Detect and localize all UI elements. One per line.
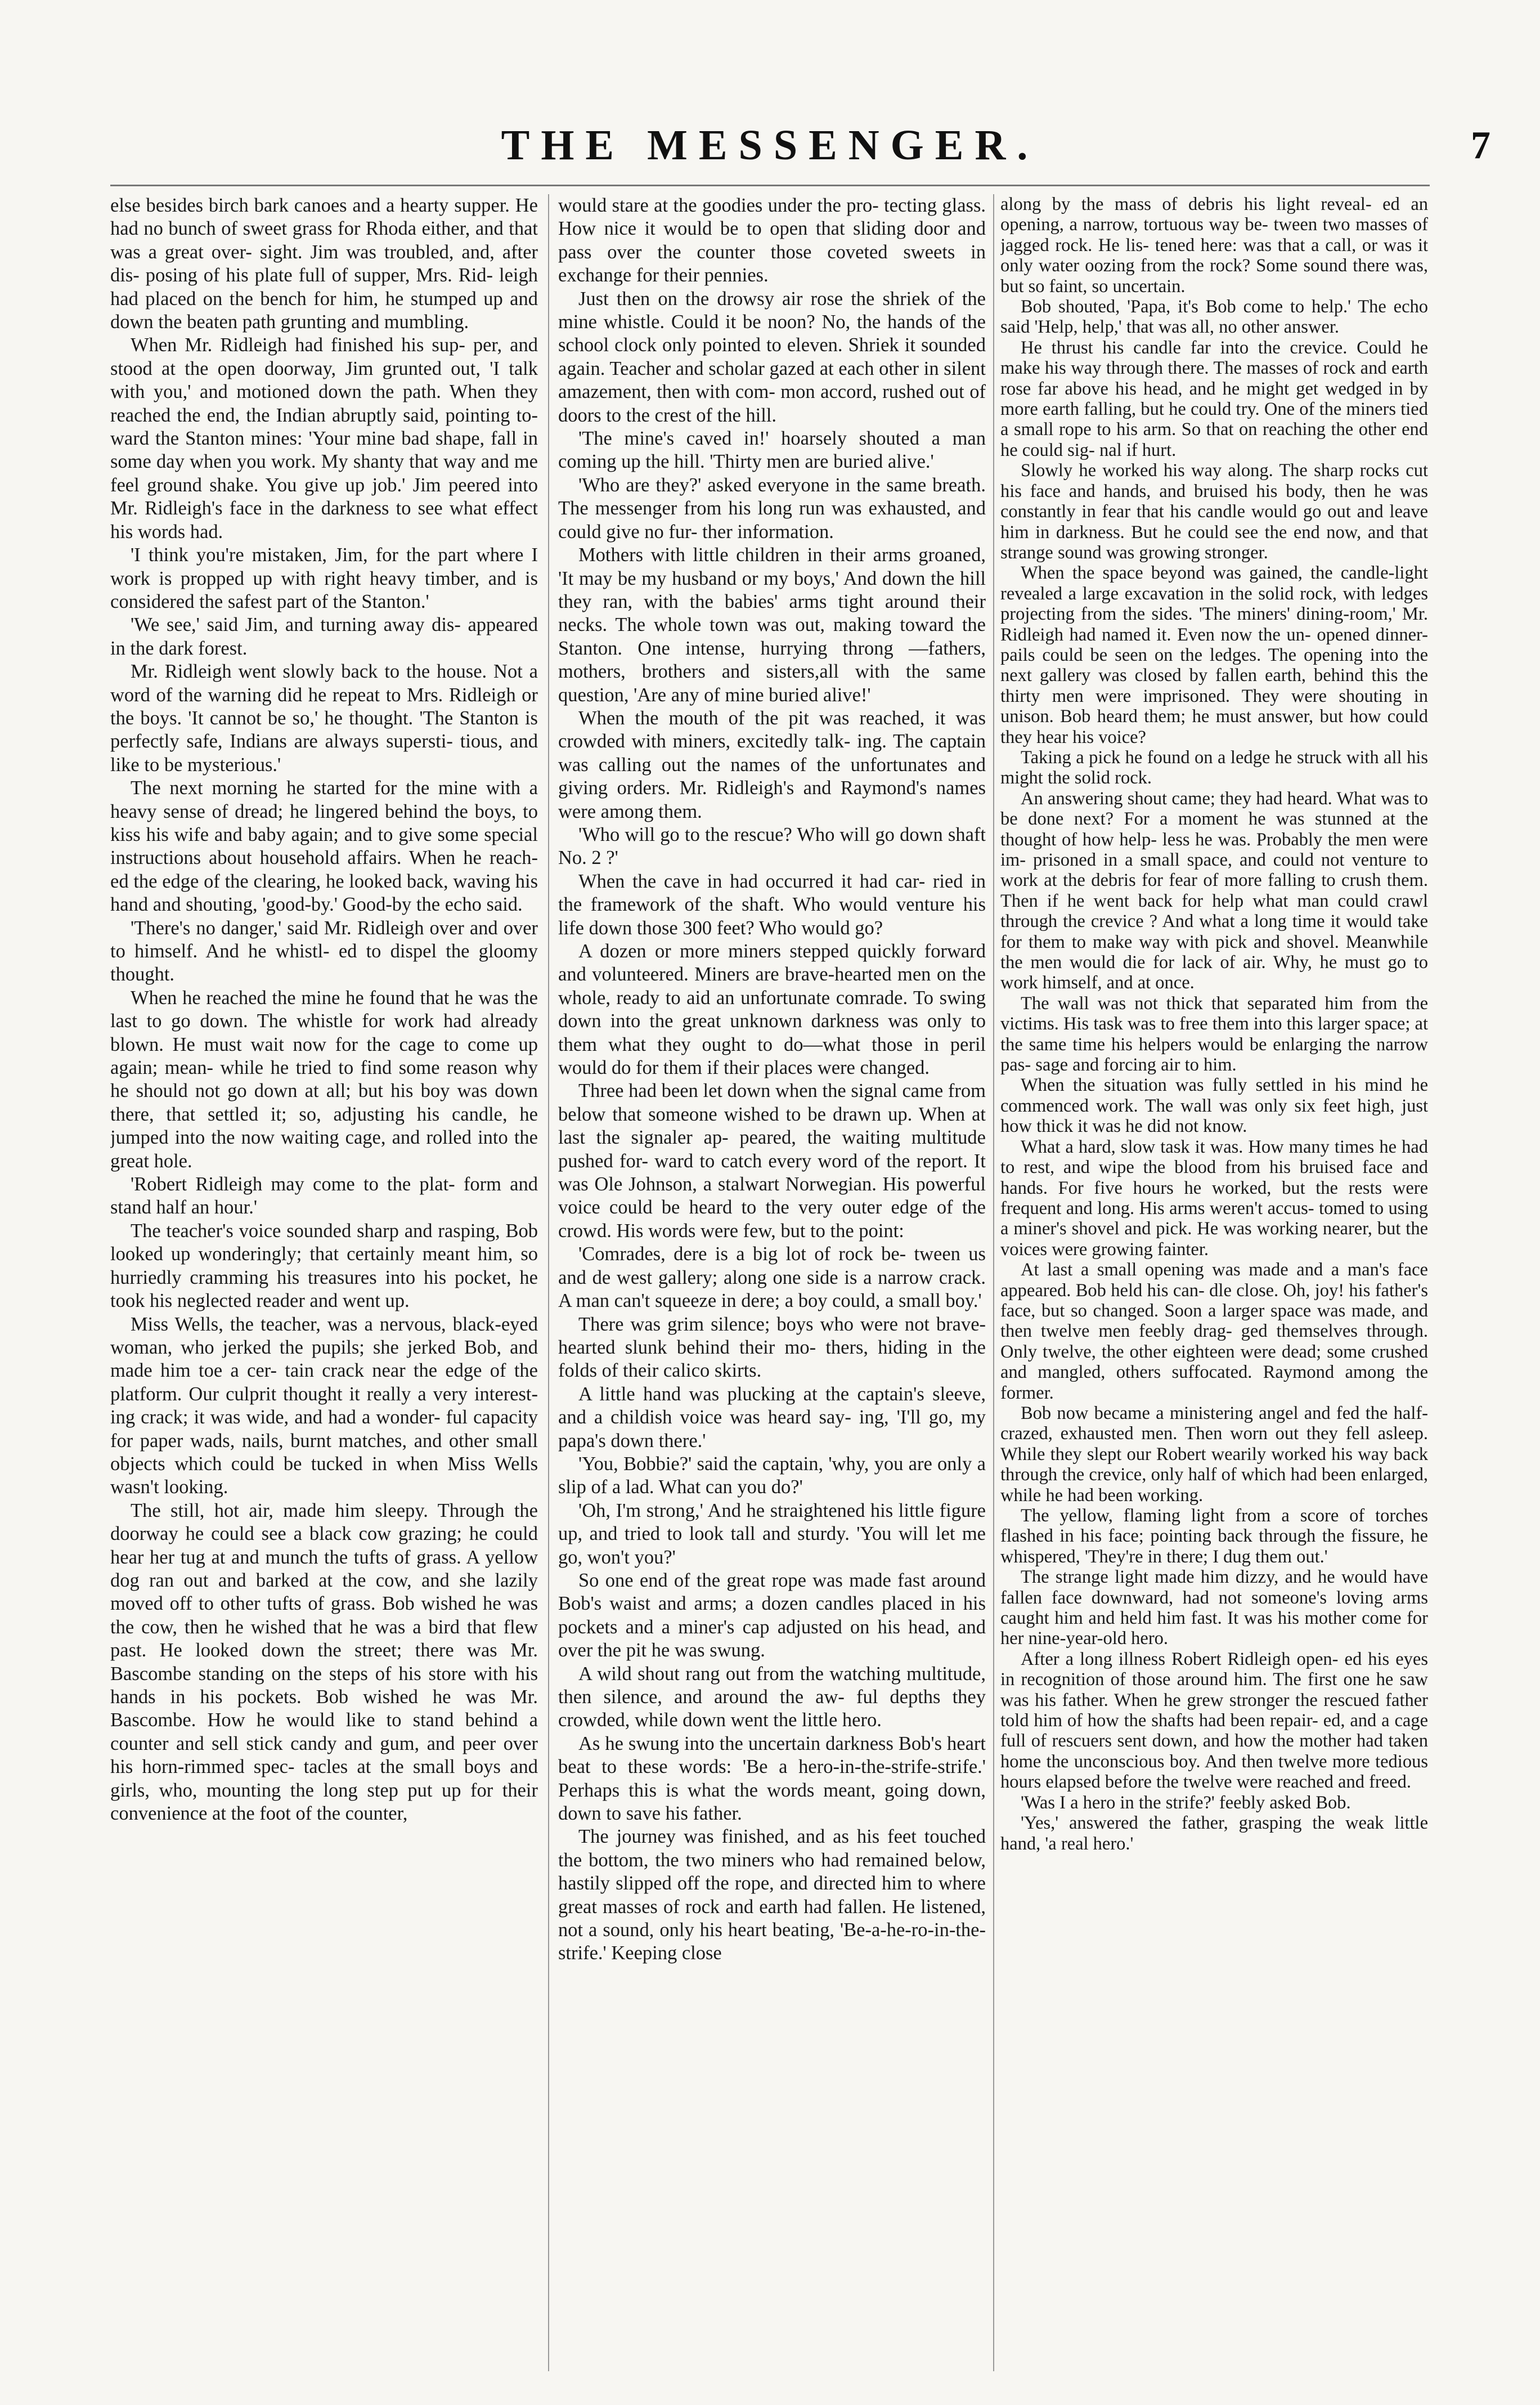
- paragraph: An answering shout came; they had heard. What was to be done next? For a moment he was stunned at the thought of how help- less he was. Probably the men were im- prisoned in a small space, and could not venture to work at the debris for fear of more falling to crush them. Then if he went back for help what man could crawl through the crevice ? And what a long time it would take for them to make way with pick and shovel. Meanwhile the men would die for lack of air. Why, he must go to work himself, and at once.: [1000, 788, 1428, 993]
- paragraph: Slowly he worked his way along. The sharp rocks cut his face and hands, and bruised his body, then he was constantly in fear that his candle would go out and leave him in darkness. But he could see the end now, and that strange sound was growing stronger.: [1000, 460, 1428, 563]
- paragraph: would stare at the goodies under the pro- tecting glass. How nice it would be to open that sliding door and pass over the counter those coveted sweets in exchange for their pennies.: [558, 195, 986, 286]
- paragraph: 'Comrades, dere is a big lot of rock be- tween us and de west gallery; along one side is a narrow crack. A man can't squeeze in dere; a boy could, a small boy.': [558, 1243, 986, 1312]
- paragraph: 'Who are they?' asked everyone in the same breath. The messenger from his long run was exhausted, and could give no fur- ther information.: [558, 474, 986, 543]
- paragraph: What a hard, slow task it was. How many times he had to rest, and wipe the blood from his bruised face and hands. For five hours he worked, but the rests were frequent and long. His arms weren't accus- tomed to using a miner's shovel and pick. He was working nearer, but the voices were growing fainter.: [1000, 1136, 1428, 1260]
- paragraph: 'We see,' said Jim, and turning away dis- appeared in the dark forest.: [110, 614, 538, 659]
- column-divider: [993, 194, 994, 2371]
- paragraph: The still, hot air, made him sleepy. Through the doorway he could see a black cow grazing; he could hear her tug at and munch the tufts of grass. A yellow dog ran out and barked at the cow, and she lazily moved off to other tufts of grass. Bob wished he was the cow, then he wished that he was a bird that flew past. He looked down the street; there was Mr. Bascombe standing on the steps of his store with his hands in his pockets. Bob wished he was Mr. Bascombe. How he would like to stand behind a counter and sell stick candy and gum, and peer over his horn-rimmed spec- tacles at the small boys and girls, who, mounting the long step put up for their convenience at the foot of the counter,: [110, 1499, 538, 1825]
- header-rule: [110, 185, 1430, 186]
- paragraph: 'There's no danger,' said Mr. Ridleigh over and over to himself. And he whistl- ed to dispel the gloomy thought.: [110, 917, 538, 986]
- paragraph: Bob now became a ministering angel and fed the half-crazed, exhausted men. Then worn out they fell asleep. While they slept our Robert wearily worked his way back through the crevice, only half of which had been enlarged, while he had been working.: [1000, 1403, 1428, 1506]
- paragraph: When the situation was fully settled in his mind he commenced work. The wall was only six feet high, just how thick it was he did not know.: [1000, 1075, 1428, 1137]
- paragraph: The next morning he started for the mine with a heavy sense of dread; he lingered behind the boys, to kiss his wife and baby again; and to give some special instructions about household affairs. When he reach- ed the edge of the clearing, he looked back, waving his hand and shouting, 'good-by.' Good-by the echo said.: [110, 777, 538, 916]
- paragraph: The yellow, flaming light from a score of torches flashed in his face; pointing back through the fissure, he whispered, 'They're in there; I dug them out.': [1000, 1506, 1428, 1567]
- paragraph: else besides birch bark canoes and a hearty supper. He had no bunch of sweet grass for Rhoda either, and that was a great over- sight. Jim was troubled, and, after dis- posing of his plate full of supper, Mrs. Rid- leigh had placed on the bench for him, he stumped up and down the beaten path grunting and mumbling.: [110, 195, 538, 333]
- page-number: 7: [1471, 124, 1490, 167]
- masthead: [0, 121, 1540, 183]
- paragraph: The teacher's voice sounded sharp and rasping, Bob looked up wonderingly; that certainly meant him, so hurriedly cramming his treasures into his pocket, he took his neglected reader and went up.: [110, 1220, 538, 1312]
- paragraph: There was grim silence; boys who were not brave-hearted slunk behind their mo- thers, hiding in the folds of their calico skirts.: [558, 1313, 986, 1382]
- paragraph: along by the mass of debris his light reveal- ed an opening, a narrow, tortuous way be- tween two masses of jagged rock. He lis- tened here: was that a call, or was it only water oozing from the rock? Some sound there was, but so faint, so uncertain.: [1000, 194, 1428, 297]
- paragraph: 'You, Bobbie?' said the captain, 'why, you are only a slip of a lad. What can you do?': [558, 1453, 986, 1498]
- paragraph: A wild shout rang out from the watching multitude, then silence, and around the aw- ful depths they crowded, while down went the little hero.: [558, 1663, 986, 1731]
- paragraph: 'Yes,' answered the father, grasping the weak little hand, 'a real hero.': [1000, 1813, 1428, 1854]
- paragraph: 'Was I a hero in the strife?' feebly asked Bob.: [1021, 1792, 1351, 1813]
- paragraph: When the mouth of the pit was reached, it was crowded with miners, excitedly talk- ing. The captain was calling out the names of the unfortunates and giving orders. Mr. Ridleigh's and Raymond's names were among them.: [558, 707, 986, 822]
- column-divider: [548, 194, 549, 2371]
- paragraph: 'The mine's caved in!' hoarsely shouted a man coming up the hill. 'Thirty men are buried alive.': [558, 428, 986, 473]
- paragraph: 'Oh, I'm strong,' And he straightened his little figure up, and tried to look tall and sturdy. 'You will let me go, won't you?': [558, 1499, 986, 1568]
- paragraph: After a long illness Robert Ridleigh open- ed his eyes in recognition of those around him. The first one he saw was his father. When he grew stronger the rescued father told him of how the shafts had been repair- ed, and a cage full of rescuers sent down, and how the mother had taken home the unconscious boy. And then twelve more tedious hours elapsed before the twelve were reached and freed.: [1000, 1649, 1428, 1793]
- paragraph: He thrust his candle far into the crevice. Could he make his way through there. The masses of rock and earth rose far above his head, and he might get wedged in by more earth falling, but he could try. One of the miners tied a small rope to his arm. So that on reaching the other end he could sig- nal if hurt.: [1000, 337, 1428, 460]
- paragraph: Miss Wells, the teacher, was a nervous, black-eyed woman, who jerked the pupils; she jerked Bob, and made him toe a cer- tain crack near the edge of the platform. Our culprit thought it really a very interest- ing crack; it was wide, and had a wonder- ful capacity for paper wads, nails, burnt matches, and other small objects which could be tucked in when Miss Wells wasn't looking.: [110, 1313, 538, 1498]
- paragraph: The journey was finished, and as his feet touched the bottom, the two miners who had remained below, hastily slipped off the rope, and directed him to where great masses of rock and earth had fallen. He listened, not a sound, only his heart beating, 'Be-a-he-ro-in-the-strife.' Keeping close: [558, 1826, 986, 1964]
- paragraph: Mr. Ridleigh went slowly back to the house. Not a word of the warning did he repeat to Mrs. Ridleigh or the boys. 'It cannot be so,' he thought. 'The Stanton is perfectly safe, Indians are always supersti- tious, and like to be mysterious.': [110, 661, 538, 776]
- paragraph: The strange light made him dizzy, and he would have fallen face downward, had not someone's loving arms caught him and held him fast. It was his mother come for her nine-year-old hero.: [1000, 1567, 1428, 1649]
- paragraph: Three had been let down when the signal came from below that someone wished to be drawn up. When at last the signaler ap- peared, the waiting multitude pushed for- ward to catch every word of the report. It was Ole Johnson, a stalwart Norwegian. His powerful voice could be heard to the very outer edge of the crowd. His words were few, but to the point:: [558, 1080, 986, 1242]
- paragraph: Mothers with little children in their arms groaned, 'It may be my husband or my boys,' And down the hill they ran, with the babies' arms tight around their necks. The whole town was out, making toward the Stanton. One intense, hurrying throng —fathers, mothers, brothers and sisters,all with the same question, 'Are any of mine buried alive!': [558, 544, 986, 706]
- column-1: [110, 194, 538, 2382]
- paragraph: Taking a pick he found on a ledge he struck with all his might the solid rock.: [1000, 747, 1428, 789]
- paragraph: Just then on the drowsy air rose the shriek of the mine whistle. Could it be noon? No, the hands of the school clock only pointed to eleven. Shriek it sounded again. Teacher and scholar gazed at each other in silent amazement, then with com- mon accord, rushed out of doors to the crest of the hill.: [558, 288, 986, 426]
- paragraph: When he reached the mine he found that he was the last to go down. The whistle for work had already blown. He must wait now for the cage to come up again; mean- while he tried to find some reason why he should not go down at all; but his boy was down there, that settled it; so, adjusting his candle, he jumped into the now waiting cage, and rolled into the great hole.: [110, 987, 538, 1172]
- paragraph: When the cave in had occurred it had car- ried in the framework of the shaft. Who would venture his life down those 300 feet? Who would go?: [558, 870, 986, 939]
- paragraph: A dozen or more miners stepped quickly forward and volunteered. Miners are brave-hearted men on the whole, ready to aid an unfortunate comrade. To swing down into the great unknown darkness was only to them what they ought to do—what those in peril would do for them if their places were changed.: [558, 940, 986, 1079]
- column-2: [558, 194, 986, 2382]
- paragraph: As he swung into the uncertain darkness Bob's heart beat to these words: 'Be a hero-in-the-strife-strife.' Perhaps this is what the words meant, going down, down to save his father.: [558, 1732, 986, 1825]
- paragraph: Bob shouted, 'Papa, it's Bob come to help.' The echo said 'Help, help,' that was all, no other answer.: [1000, 297, 1428, 338]
- paragraph: 'Who will go to the rescue? Who will go down shaft No. 2 ?': [558, 823, 986, 869]
- paragraph: When the space beyond was gained, the candle-light revealed a large excavation in the solid rock, with ledges projecting from the sides. 'The miners' dining-room,' Mr. Ridleigh had named it. Even now the un- opened dinner-pails could be seen on the ledges. The opening into the next gallery was closed by fallen earth, behind this the thirty men were imprisoned. They were shouting in unison. Bob heard them; he must answer, but how could they hear his voice?: [1000, 563, 1428, 747]
- paragraph: When Mr. Ridleigh had finished his sup- per, and stood at the open doorway, Jim grunted out, 'I talk with you,' and motioned down the path. When they reached the end, the Indian abruptly said, pointing to- ward the Stanton mines: 'Your mine bad shape, fall in some day when you work. My shanty that way and me feel ground shake. You give up job.' Jim peered into Mr. Ridleigh's face in the darkness to see what effect his words had.: [110, 334, 538, 543]
- paragraph: At last a small opening was made and a man's face appeared. Bob held his can- dle close. Oh, joy! his father's face, but so changed. Soon a larger space was made, and then twelve men feebly drag- ged themselves through. Only twelve, the other eighteen were dead; some crushed and mangled, others suffocated. Raymond among the former.: [1000, 1260, 1428, 1403]
- paragraph: The wall was not thick that separated him from the victims. His task was to free them into this larger space; at the same time his helpers would be enlarging the narrow pas- sage and forcing air to him.: [1000, 993, 1428, 1076]
- paragraph: 'I think you're mistaken, Jim, for the part where I work is propped up with right heavy timber, and is considered the safest part of the Stanton.': [110, 544, 538, 612]
- paragraph: A little hand was plucking at the captain's sleeve, and a childish voice was heard say- ing, 'I'll go, my papa's down there.': [558, 1383, 986, 1452]
- paragraph: So one end of the great rope was made fast around Bob's waist and arms; a dozen candles placed in his pockets and a miner's cap adjusted on his head, and over the pit he was swung.: [558, 1569, 986, 1661]
- publication-title: THE MESSENGER.: [501, 122, 1039, 169]
- column-3: [1000, 194, 1428, 2382]
- paragraph: 'Robert Ridleigh may come to the plat- form and stand half an hour.': [110, 1174, 538, 1219]
